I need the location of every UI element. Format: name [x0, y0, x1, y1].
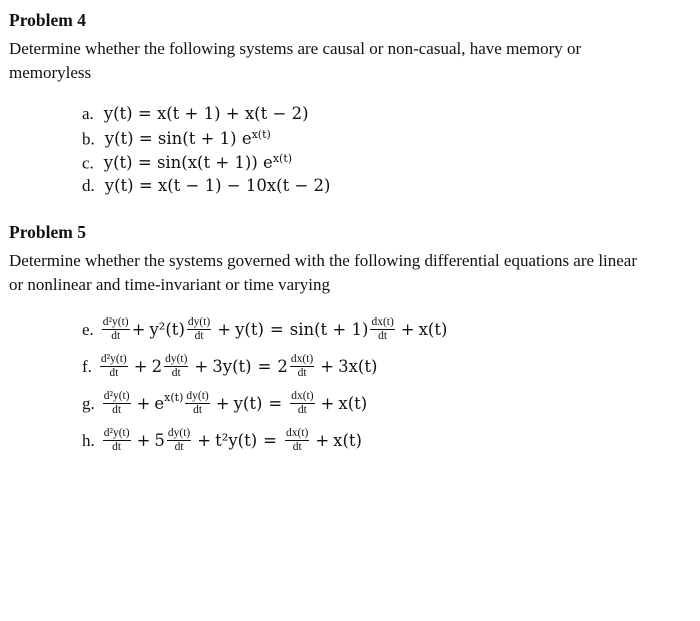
numerator: d²y(t) [103, 390, 130, 402]
term: y²(t) [149, 320, 185, 339]
term: x(t) [333, 431, 362, 450]
numerator: dy(t) [187, 316, 211, 328]
fraction-dy-dt [185, 390, 209, 417]
plus: + [194, 357, 209, 376]
term: t²y(t) [215, 431, 258, 450]
plus: + [136, 394, 151, 413]
item-label: g. [82, 393, 95, 413]
denominator: dt [109, 367, 119, 379]
plus: + [217, 320, 232, 339]
fraction-d2y-dt [102, 316, 130, 343]
fraction-dy-dt [187, 316, 211, 343]
fraction-dx-dt [290, 390, 314, 417]
problem-5-prompt-line1: Determine whether the systems governed with the following differential equations are linear [9, 251, 638, 270]
numerator: d²y(t) [102, 316, 129, 328]
denominator: dt [193, 404, 203, 416]
problem-4-title: Problem 4 [9, 10, 86, 30]
plus: + [131, 320, 146, 339]
plus: + [320, 394, 335, 413]
item-expression: y(t) = sin(t + 1) e [104, 129, 252, 149]
denominator: dt [297, 367, 307, 379]
plus: + [215, 394, 230, 413]
item-a [82, 104, 309, 124]
fraction-dx-dt [285, 427, 309, 454]
term: x(t) [338, 394, 368, 413]
equals: = [257, 357, 272, 376]
denominator: dt [292, 441, 302, 453]
item-label: h. [82, 430, 95, 450]
term: sin(t + 1) [289, 320, 369, 339]
item-c [82, 152, 292, 173]
denominator: dt [171, 367, 181, 379]
equals: = [263, 431, 277, 450]
coefficient: 2 [277, 357, 288, 376]
problem-5-title: Problem 5 [9, 222, 86, 242]
fraction-dx-dt [370, 316, 394, 343]
item-label: e. [82, 319, 94, 339]
equation-e [82, 316, 447, 343]
numerator: dx(t) [285, 427, 309, 439]
term: 3y(t) [212, 357, 252, 376]
numerator: dy(t) [165, 353, 188, 365]
term: x(t) [418, 320, 448, 339]
item-label: d. [82, 176, 95, 195]
numerator: dy(t) [186, 390, 209, 402]
plus: + [136, 431, 151, 450]
term: 3x(t) [338, 357, 378, 376]
item-label: f. [82, 356, 92, 376]
term: y(t) [235, 320, 264, 339]
fraction-dy-dt [167, 427, 191, 454]
problem-4-prompt-line1: Determine whether the following systems are causal or non-casual, have memory or [9, 39, 582, 58]
numerator: d²y(t) [103, 427, 130, 439]
denominator: dt [378, 330, 388, 342]
exponential-base: e [154, 394, 165, 413]
item-d [82, 176, 330, 196]
denominator: dt [297, 404, 307, 416]
denominator: dt [112, 404, 122, 416]
plus: + [320, 357, 335, 376]
exponent: x(t) [272, 152, 293, 165]
numerator: dx(t) [291, 390, 314, 402]
exponent: x(t) [251, 128, 271, 141]
equation-h [82, 427, 362, 454]
equals: = [268, 394, 283, 413]
numerator: dx(t) [371, 316, 394, 328]
plus: + [315, 431, 330, 450]
fraction-d2y-dt [103, 390, 131, 417]
problem-4-prompt-line2: memoryless [9, 63, 92, 82]
denominator: dt [112, 441, 122, 453]
problem-5-prompt-line2: or nonlinear and time-invariant or time varying [9, 275, 331, 294]
plus: + [133, 357, 148, 376]
fraction-dx-dt [290, 353, 314, 380]
item-label: a. [82, 104, 94, 123]
denominator: dt [194, 330, 204, 342]
item-label: b. [82, 129, 95, 149]
coefficient: 2 [151, 357, 163, 376]
equation-g [82, 390, 367, 417]
exponent: x(t) [164, 391, 184, 404]
term: y(t) [233, 394, 263, 413]
fraction-dy-dt [164, 353, 188, 380]
coefficient: 5 [154, 431, 165, 450]
denominator: dt [174, 441, 184, 453]
item-expression: y(t) = x(t + 1) + x(t − 2) [103, 104, 309, 123]
plus: + [400, 320, 415, 339]
numerator: dx(t) [290, 353, 314, 365]
fraction-d2y-dt [100, 353, 128, 380]
item-label: c. [82, 153, 94, 173]
item-expression: y(t) = sin(x(t + 1)) e [103, 153, 273, 173]
item-b [82, 128, 271, 149]
numerator: d²y(t) [100, 353, 127, 365]
plus: + [197, 431, 212, 450]
denominator: dt [111, 330, 121, 342]
numerator: dy(t) [167, 427, 191, 439]
equals: = [269, 320, 284, 339]
fraction-d2y-dt [103, 427, 131, 454]
item-expression: y(t) = x(t − 1) − 10x(t − 2) [104, 176, 331, 195]
equation-f [82, 353, 377, 380]
